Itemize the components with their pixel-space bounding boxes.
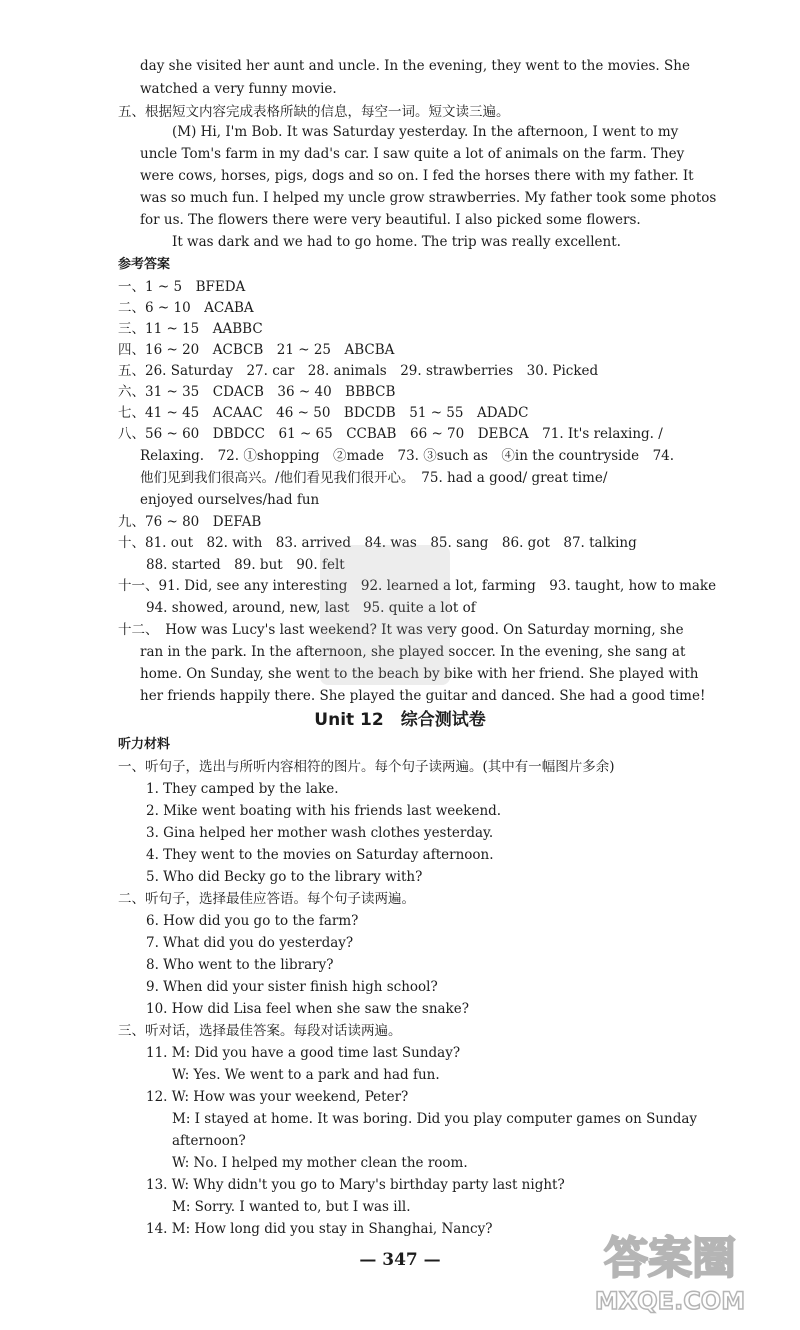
text-line: 1. They camped by the lake. xyxy=(146,781,339,797)
answer-line: 九、76 ~ 80 DEFAB xyxy=(118,514,262,530)
answer-line: 四、16 ~ 20 ACBCB 21 ~ 25 ABCBA xyxy=(118,342,395,358)
watermark-logo xyxy=(552,1221,782,1316)
unit-title: Unit 12 综合测试卷 xyxy=(314,710,486,730)
answer-line: 一、1 ~ 5 BFEDA xyxy=(118,279,246,295)
answer-line: ran in the park. In the afternoon, she played soccer. In the evening, she sang at xyxy=(140,644,686,660)
answer-line: Relaxing. 72. ①shopping ②made 73. ③such as ④in the countryside 74. xyxy=(140,448,675,464)
watermark-text-bottom: MXQE.COM xyxy=(594,1287,746,1315)
answer-line: 六、31 ~ 35 CDACB 36 ~ 40 BBBCB xyxy=(118,384,396,400)
text-line: watched a very funny movie. xyxy=(140,81,337,97)
text-line: 9. When did your sister finish high school? xyxy=(146,979,438,995)
page-number: — 347 — xyxy=(359,1250,441,1270)
answer-line: 94. showed, around, new, last 95. quite a lot of xyxy=(146,600,476,616)
text-line: It was dark and we had to go home. The trip was really excellent. xyxy=(172,234,621,250)
text-line: W: Yes. We went to a park and had fun. xyxy=(172,1067,440,1083)
answer-line: 三、11 ~ 15 AABBC xyxy=(118,321,263,337)
text-line: for us. The flowers there were very beautiful. I also picked some flowers. xyxy=(140,212,641,228)
text-line: 5. Who did Becky go to the library with? xyxy=(146,869,423,885)
answer-line: 二、6 ~ 10 ACABA xyxy=(118,300,254,316)
text-line: 14. M: How long did you stay in Shanghai, Nancy? xyxy=(146,1221,493,1237)
answer-line: her friends happily there. She played the guitar and danced. She had a good time! xyxy=(140,688,706,704)
text-line: 4. They went to the movies on Saturday afternoon. xyxy=(146,847,494,863)
watermark-text-top: 答案圈 xyxy=(604,1233,736,1284)
text-line: M: Sorry. I wanted to, but I was ill. xyxy=(172,1199,411,1215)
answer-line: 他们见到我们很高兴。/他们看见我们很开心。 75. had a good/ great time/ xyxy=(140,470,608,486)
answer-line: 88. started 89. but 90. felt xyxy=(146,557,345,573)
answer-line: 八、56 ~ 60 DBDCC 61 ~ 65 CCBAB 66 ~ 70 DEBCA 71. It's relaxing. / xyxy=(118,426,663,442)
answer-line: enjoyed ourselves/had fun xyxy=(140,492,320,508)
faded-stamp xyxy=(320,545,450,685)
text-line: 12. W: How was your weekend, Peter? xyxy=(146,1089,409,1105)
text-line: 13. W: Why didn't you go to Mary's birthday party last night? xyxy=(146,1177,565,1193)
answer-line: home. On Sunday, she went to the beach by bike with her friend. She played with xyxy=(140,666,699,682)
text-line: 2. Mike went boating with his friends last weekend. xyxy=(146,803,502,819)
text-line: (M) Hi, I'm Bob. It was Saturday yesterday. In the afternoon, I went to my xyxy=(172,124,679,140)
section-heading: 一、听句子，选出与所听内容相符的图片。每个句子读两遍。(其中有一幅图片多余) xyxy=(118,759,615,775)
text-line: afternoon? xyxy=(172,1133,246,1149)
text-line: 10. How did Lisa feel when she saw the snake? xyxy=(146,1001,469,1017)
answer-line: 十、81. out 82. with 83. arrived 84. was 85. sang 86. got 87. talking xyxy=(118,535,637,551)
text-line: 11. M: Did you have a good time last Sunday? xyxy=(146,1045,461,1061)
text-line: uncle Tom's farm in my dad's car. I saw quite a lot of animals on the farm. They xyxy=(140,146,685,162)
answer-line: 十一、91. Did, see any interesting 92. learned a lot, farming 93. taught, how to make xyxy=(118,578,717,594)
text-line: W: No. I helped my mother clean the room. xyxy=(172,1155,468,1171)
section-heading: 三、听对话，选择最佳答案。每段对话读两遍。 xyxy=(118,1023,402,1039)
text-line: day she visited her aunt and uncle. In the evening, they went to the movies. She xyxy=(140,58,690,74)
section-heading: 五、根据短文内容完成表格所缺的信息，每空一词。短文读三遍。 xyxy=(118,104,510,120)
answer-key-heading: 参考答案 xyxy=(118,257,171,272)
text-line: 6. How did you go to the farm? xyxy=(146,913,359,929)
answer-line: 十二、 How was Lucy's last weekend? It was very good. On Saturday morning, she xyxy=(118,622,684,638)
section-heading: 二、听句子，选择最佳应答语。每个句子读两遍。 xyxy=(118,891,415,907)
text-line: 8. Who went to the library? xyxy=(146,957,334,973)
text-line: were cows, horses, pigs, dogs and so on. I fed the horses there with my father. It xyxy=(140,168,694,184)
listening-heading: 听力材料 xyxy=(118,737,171,752)
text-line: was so much fun. I helped my uncle grow strawberries. My father took some photos xyxy=(140,190,717,206)
text-line: M: I stayed at home. It was boring. Did you play computer games on Sunday xyxy=(172,1111,698,1127)
answer-line: 七、41 ~ 45 ACAAC 46 ~ 50 BDCDB 51 ~ 55 ADADC xyxy=(118,405,529,421)
answer-line: 五、26. Saturday 27. car 28. animals 29. strawberries 30. Picked xyxy=(118,363,599,379)
text-line: 3. Gina helped her mother wash clothes yesterday. xyxy=(146,825,494,841)
text-line: 7. What did you do yesterday? xyxy=(146,935,354,951)
